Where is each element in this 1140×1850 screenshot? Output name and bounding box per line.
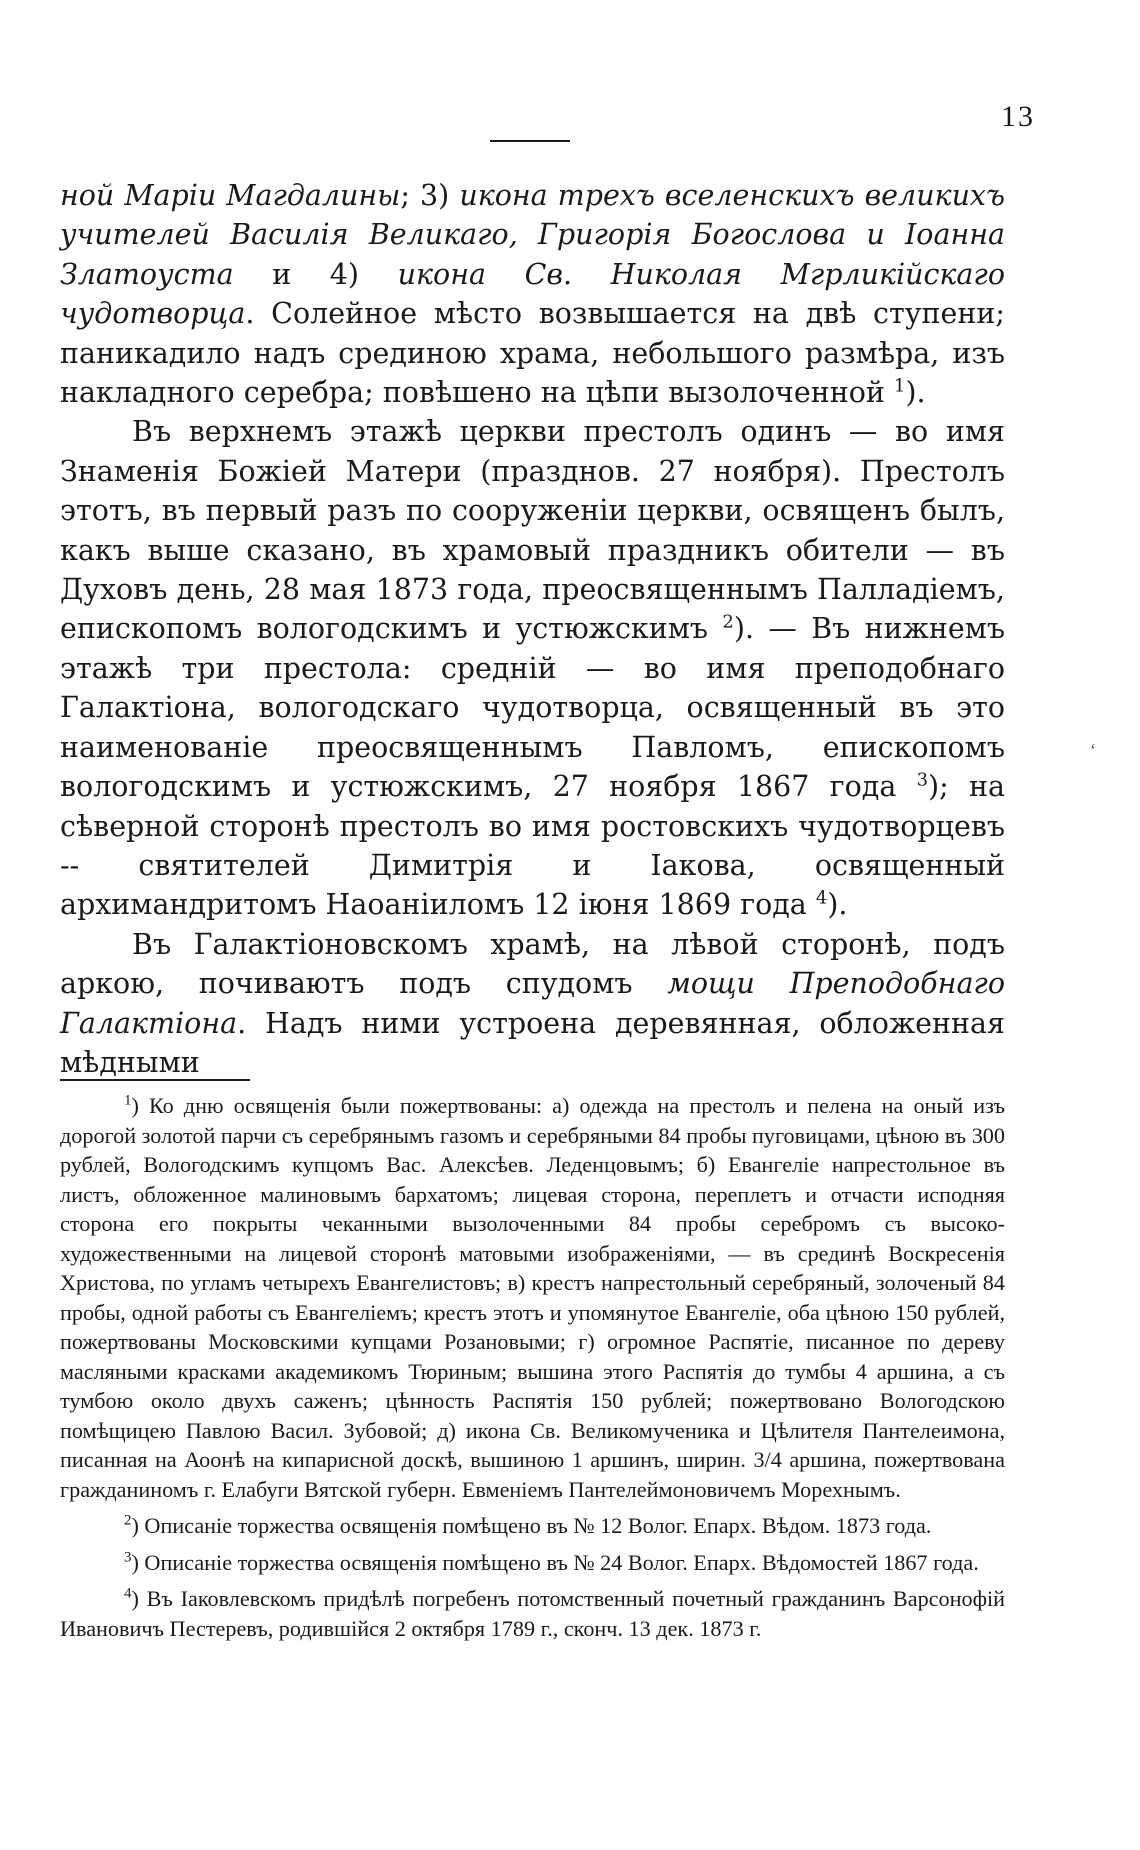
- text-run: ).: [827, 888, 848, 922]
- text-run: Въ верхнемъ этажѣ церкви престолъ одинъ — во имя Знаменія Божіей Матери (празднов. 27 ноября). Престолъ этотъ, въ первый разъ по сооруженіи церкви, освященъ былъ, какъ выше сказано, въ храмовый праздникъ обители — въ Духовъ день, 28 мая 1873 года, преосвященнымъ Палладіемъ, епископомъ вологодскимъ и устюжскимъ: [60, 415, 1005, 646]
- text-run: . Солейное мѣсто возвышается на двѣ ступени; паникадило надъ срединою храма, небольшого размѣра, изъ накладного серебра; повѣшено на цѣпи вызолоченной: [60, 297, 1005, 410]
- italic-text: икона трехъ вселенскихъ великихъ учителей Василія Великаго, Григорія Богослова и Іоанна Златоуста: [60, 179, 1005, 291]
- margin-stray-mark: ‘: [1090, 740, 1096, 760]
- footnote-mark: 3: [124, 1549, 132, 1566]
- italic-text: ной Маріи Магдалины: [60, 179, 401, 212]
- page-number-underline: [490, 140, 570, 142]
- footnotes: [60, 1091, 1005, 1650]
- footnote-ref-4: 4: [815, 887, 828, 909]
- footnote-ref-3: 3: [916, 769, 929, 791]
- footnote-mark: 1: [124, 1092, 132, 1109]
- footnote-ref-1: 1: [893, 375, 906, 397]
- text-run: и 4): [233, 257, 398, 291]
- text-run: ); на сѣверной сторонѣ престолъ во имя ростовскихъ чудотворцевъ -- святителей Димитрія и Іакова, освященный архимандритомъ Наоаніиломъ 12 іюня 1869 года: [60, 770, 1005, 922]
- page-number: 13: [1001, 100, 1035, 133]
- paragraph-2: [60, 412, 1005, 924]
- footnote-3: [60, 1548, 1005, 1578]
- footnote-1: [60, 1091, 1005, 1504]
- footnote-4: [60, 1584, 1005, 1643]
- footnote-text: ) Описаніе торжества освященія помѣщено въ № 12 Волог. Епарх. Вѣдом. 1873 года.: [131, 1513, 932, 1538]
- paragraph-3: [60, 925, 1005, 1083]
- footnote-separator: [60, 1079, 250, 1081]
- italic-text: мощи Преподобнаго Галактіона: [60, 967, 1005, 1040]
- text-run: Въ Галактіоновскомъ храмѣ, на лѣвой сторонѣ, подъ аркою, почиваютъ подъ спудомъ: [60, 927, 1005, 1001]
- footnote-mark: 2: [124, 1512, 132, 1529]
- footnote-text: ) Ко дню освященія были пожертвованы: а) одежда на престолъ и пелена на оный изъ дорогой золотой парчи съ серебрянымъ газомъ и серебряными 84 пробы пуговицами, цѣною въ 300 рублей, Вологодскимъ купцомъ Вас. Алексѣев. Леденцовымъ; б) Евангеліе напрестольное въ листъ, обложенное малиновымъ бархатомъ; лицевая сторона, переплетъ и отчасти исподняя сторона его покрыты чеканными вызолоченными 84 пробы серебромъ съ высоко-художественными на лицевой сторонѣ матовыми изображеніями, — въ срединѣ Воскресенія Христова, по угламъ четырехъ Евангелистовъ; в) крестъ напрестольный серебряный, золоченый 84 пробы, одной работы съ Евангеліемъ; крестъ этотъ и упомянутое Евангеліе, оба цѣною 150 рублей, пожертвованы Московскими купцами Розановыми; г) огромное Распятіе, писанное по дереву масляными красками академикомъ Тюриным; вышина этого Распятія до тумбы 4 аршина, а съ тумбою около двухъ саженъ; цѣнность Распятія 150 рублей; пожертвовано Вологодскою помѣщицею Павлою Васил. Зубовой; д) икона Св. Великомученика и Цѣлителя Пантелеимона, писанная на Аоонѣ на кипарисной доскѣ, вышиною 1 аршинъ, ширин. 3/4 аршина, пожертвована гражданиномъ г. Елабуги Вятской губерн. Евменіемъ Пантелеймоновичемъ Морехнымъ.: [60, 1093, 1005, 1502]
- text-run: . Надъ ними устроена деревянная, обложенная мѣдными: [60, 1006, 1005, 1079]
- footnote-text: ) Въ Іаковлевскомъ придѣлѣ погребенъ потомственный почетный гражданинъ Варсонофій Ивановичъ Пестеревъ, родившійся 2 октября 1789 г., сконч. 13 дек. 1873 г.: [60, 1586, 1005, 1641]
- paragraph-1: [60, 176, 1005, 412]
- text-run: ).: [905, 376, 926, 410]
- main-text: [60, 176, 1005, 1082]
- italic-text: икона Св. Николая Мгрликійскаго чудотворца: [60, 257, 1005, 331]
- text-run: ). — Въ нижнемъ этажѣ три престола: средній — во имя преподобнаго Галактіона, вологодскаго чудотворца, освященный въ это наименованіе преосвященнымъ Павломъ, епископомъ вологодскимъ и устюжскимъ, 27 ноября 1867 года: [60, 612, 1005, 804]
- footnote-ref-2: 2: [722, 611, 734, 633]
- text-run: ; 3): [400, 179, 460, 212]
- footnote-text: ) Описаніе торжества освященія помѣщено въ № 24 Волог. Епарх. Вѣдомостей 1867 года.: [131, 1549, 979, 1575]
- footnote-mark: 4: [124, 1585, 132, 1602]
- footnote-2: [60, 1511, 1005, 1541]
